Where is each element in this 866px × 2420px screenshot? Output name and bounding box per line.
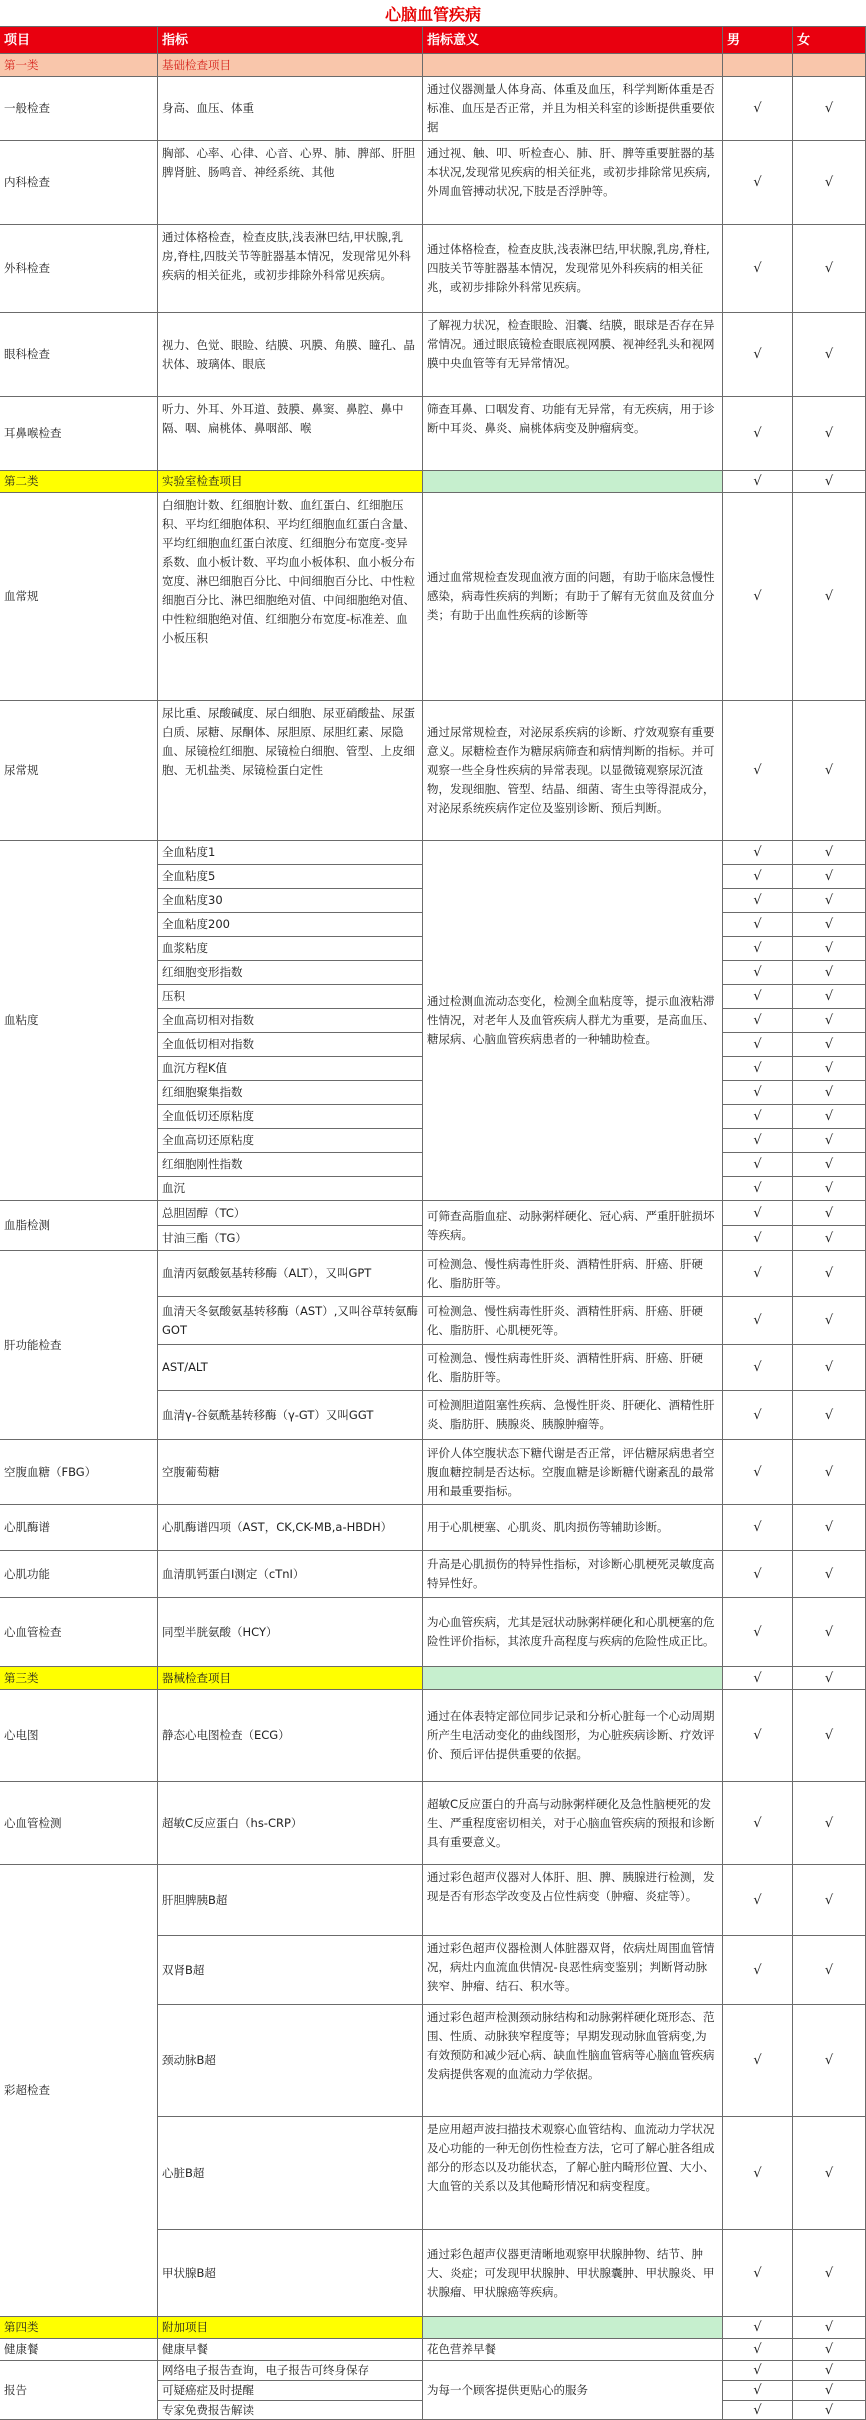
- check-mark: √: [723, 985, 793, 1009]
- table-cell: 心肌酶谱: [0, 1505, 158, 1551]
- check-mark: √: [723, 1201, 793, 1226]
- table-cell: 心肌酶谱四项（AST，CK,CK-MB,a-HBDH）: [158, 1505, 423, 1551]
- check-mark: √: [723, 2401, 793, 2420]
- table-cell: 全血高切还原粘度: [158, 1129, 423, 1153]
- table-cell: 通过视、触、叩、听检查心、肺、肝、脾等重要脏器的基本状况,发现常见疾病的相关征兆，或初步排除常见疾病,外周血管搏动状况,下肢是否浮肿等。: [423, 141, 723, 225]
- table-cell: 评价人体空腹状态下糖代谢是否正常，评估糖尿病患者空腹血糖控制是否达标。空腹血糖是诊断糖代谢紊乱的最常用和最重要指标。: [423, 1440, 723, 1505]
- check-mark: √: [793, 2339, 866, 2361]
- check-mark: √: [793, 841, 866, 865]
- table-cell: 超敏C反应蛋白的升高与动脉粥样硬化及急性脑梗死的发生、严重程度密切相关，对于心脑血管疾病的预报和诊断具有重要意义。: [423, 1782, 723, 1865]
- check-mark: √: [723, 493, 793, 701]
- table-cell: AST/ALT: [158, 1345, 423, 1391]
- check-mark: √: [793, 985, 866, 1009]
- check-mark: √: [723, 2381, 793, 2401]
- table-cell: 可检测胆道阻塞性疾病、急慢性肝炎、肝硬化、酒精性肝炎、脂肪肝、胰腺炎、胰腺肿瘤等。: [423, 1391, 723, 1440]
- table-cell: 视力、色觉、眼睑、结膜、巩膜、角膜、瞳孔、晶状体、玻璃体、眼底: [158, 313, 423, 397]
- table-cell: 血脂检测: [0, 1201, 158, 1251]
- check-mark: √: [793, 1391, 866, 1440]
- table-cell: 通过彩色超声检测颈动脉结构和动脉粥样硬化斑形态、范围、性质、动脉狭窄程度等；早期发现动脉血管病变,为有效预防和减少冠心病、缺血性脑血管病等心脑血管疾病发病提供客观的血流动力学依据。: [423, 2005, 723, 2117]
- check-mark: √: [793, 2230, 866, 2317]
- check-mark: √: [723, 1598, 793, 1667]
- table-cell: 通过仪器测量人体身高、体重及血压，科学判断体重是否标准、血压是否正常，并且为相关科室的诊断提供重要依据: [423, 77, 723, 141]
- check-mark: √: [793, 1936, 866, 2005]
- table-cell: 通过彩色超声仪器检测人体脏器双肾，依病灶周围血管情况，病灶内血流血供情况-良恶性病变鉴别；判断肾动脉狭窄、肿瘤、结石、积水等。: [423, 1936, 723, 2005]
- table-cell: 彩超检查: [0, 1865, 158, 2317]
- table-cell: 通过在体表特定部位同步记录和分析心脏每一个心动周期所产生电活动变化的曲线图形，为心脏疾病诊断、疗效评价、预后评估提供重要的依据。: [423, 1690, 723, 1782]
- table-cell: 健康早餐: [158, 2339, 423, 2361]
- category-cell: 基础检查项目: [158, 54, 423, 77]
- table-cell: 空腹葡萄糖: [158, 1440, 423, 1505]
- check-mark: √: [793, 1782, 866, 1865]
- table-cell: 血沉方程K值: [158, 1057, 423, 1081]
- check-mark: √: [793, 2005, 866, 2117]
- check-mark: √: [793, 1057, 866, 1081]
- table-cell: 内科检查: [0, 141, 158, 225]
- check-mark: √: [793, 1033, 866, 1057]
- check-mark: √: [723, 1936, 793, 2005]
- table-cell: 胸部、心率、心律、心音、心界、肺、脾部、肝胆脾肾脏、肠鸣音、神经系统、其他: [158, 141, 423, 225]
- table-cell: 眼科检查: [0, 313, 158, 397]
- table-cell: 通过彩色超声仪器对人体肝、胆、脾、胰腺进行检测，发现是否有形态学改变及占位性病变（肿瘤、炎症等）。: [423, 1865, 723, 1936]
- table-cell: 花色营养早餐: [423, 2339, 723, 2361]
- check-mark: √: [723, 225, 793, 313]
- check-mark: √: [723, 1690, 793, 1782]
- table-cell: 可疑癌症及时提醒: [158, 2381, 423, 2401]
- table-cell: 白细胞计数、红细胞计数、血红蛋白、红细胞压积、平均红细胞体积、平均红细胞血红蛋白含量、平均红细胞血红蛋白浓度、红细胞分布宽度-变异系数、血小板计数、平均血小板体积、血小板分布宽度、淋巴细胞百分比、中间细胞百分比、中性粒细胞百分比、淋巴细胞绝对值、中间细胞绝对值、中性粒细胞绝对值、红细胞分布宽度-标准差、血小板压积: [158, 493, 423, 701]
- table-cell: 静态心电图检查（ECG）: [158, 1690, 423, 1782]
- check-mark: √: [793, 471, 866, 493]
- category-cell: [423, 1667, 723, 1690]
- table-cell: 红细胞刚性指数: [158, 1153, 423, 1177]
- category-cell: [793, 54, 866, 77]
- check-mark: √: [723, 2230, 793, 2317]
- table-cell: 压积: [158, 985, 423, 1009]
- category-cell: 第二类: [0, 471, 158, 493]
- check-mark: √: [723, 2005, 793, 2117]
- check-mark: √: [793, 2117, 866, 2230]
- check-mark: √: [723, 1033, 793, 1057]
- table-cell: 全血低切相对指数: [158, 1033, 423, 1057]
- check-mark: √: [793, 2361, 866, 2381]
- table-cell: 尿比重、尿酸碱度、尿白细胞、尿亚硝酸盐、尿蛋白质、尿糖、尿酮体、尿胆原、尿胆红素、尿隐血、尿镜检红细胞、尿镜检白细胞、管型、上皮细胞、无机盐类、尿镜检蛋白定性: [158, 701, 423, 841]
- check-mark: √: [723, 889, 793, 913]
- header-item: 项目: [0, 27, 158, 54]
- check-mark: √: [793, 2317, 866, 2339]
- check-mark: √: [793, 1598, 866, 1667]
- header-meaning: 指标意义: [423, 27, 723, 54]
- check-mark: √: [723, 1391, 793, 1440]
- check-mark: √: [793, 1129, 866, 1153]
- category-cell: 第三类: [0, 1667, 158, 1690]
- table-cell: 外科检查: [0, 225, 158, 313]
- table-cell: 听力、外耳、外耳道、鼓膜、鼻窦、鼻腔、鼻中隔、咽、扁桃体、鼻咽部、喉: [158, 397, 423, 471]
- category-cell: [423, 54, 723, 77]
- table-cell: 耳鼻喉检查: [0, 397, 158, 471]
- table-cell: 为心血管疾病，尤其是冠状动脉粥样硬化和心肌梗塞的危险性评价指标，其浓度升高程度与疾病的危险性成正比。: [423, 1598, 723, 1667]
- table-cell: 可筛查高脂血症、动脉粥样硬化、冠心病、严重肝脏损坏等疾病。: [423, 1201, 723, 1251]
- table-cell: 尿常规: [0, 701, 158, 841]
- check-mark: √: [793, 225, 866, 313]
- category-cell: 实验室检查项目: [158, 471, 423, 493]
- check-mark: √: [723, 1081, 793, 1105]
- table-cell: 颈动脉B超: [158, 2005, 423, 2117]
- check-mark: √: [793, 1251, 866, 1297]
- check-mark: √: [793, 397, 866, 471]
- check-mark: √: [793, 913, 866, 937]
- category-cell: [423, 2317, 723, 2339]
- table-cell: 同型半胱氨酸（HCY）: [158, 1598, 423, 1667]
- check-mark: √: [723, 1226, 793, 1251]
- check-mark: √: [793, 1505, 866, 1551]
- check-mark: √: [723, 2339, 793, 2361]
- table-cell: 肝胆脾胰B超: [158, 1865, 423, 1936]
- table-cell: 报告: [0, 2361, 158, 2420]
- check-mark: √: [723, 313, 793, 397]
- table-cell: 超敏C反应蛋白（hs-CRP）: [158, 1782, 423, 1865]
- check-mark: √: [793, 1667, 866, 1690]
- category-cell: 附加项目: [158, 2317, 423, 2339]
- check-mark: √: [793, 1551, 866, 1598]
- table-cell: 了解视力状况，检查眼睑、泪囊、结膜，眼球是否存在异常情况。通过眼底镜检查眼底视网膜、视神经乳头和视网膜中央血管等有无异常情况。: [423, 313, 723, 397]
- check-mark: √: [793, 1297, 866, 1345]
- check-mark: √: [793, 1440, 866, 1505]
- table-cell: 通过尿常规检查，对泌尿系疾病的诊断、疗效观察有重要意义。尿糖检查作为糖尿病筛查和病情判断的指标。并可观察一些全身性疾病的异常表现。以显微镜观察尿沉渣物，发现细胞、管型、结晶、细菌、寄生虫等得混成分，对泌尿系统疾病作定位及鉴别诊断、预后判断。: [423, 701, 723, 841]
- table-cell: 血清肌钙蛋白I测定（cTnI）: [158, 1551, 423, 1598]
- check-mark: √: [723, 1009, 793, 1033]
- table-cell: 心脏B超: [158, 2117, 423, 2230]
- table-cell: 通过体格检查，检查皮肤,浅表淋巴结,甲状腺,乳房,脊柱,四肢关节等脏器基本情况，发现常见外科疾病的相关征兆，或初步排除外科常见疾病。: [158, 225, 423, 313]
- check-mark: √: [793, 2381, 866, 2401]
- check-mark: √: [723, 141, 793, 225]
- table-cell: 血粘度: [0, 841, 158, 1201]
- check-mark: √: [793, 1226, 866, 1251]
- table-cell: 是应用超声波扫描技术观察心血管结构、血流动力学状况及心功能的一种无创伤性检查方法，它可了解心脏各组成部分的形态以及功能状态，了解心脏内畸形位置、大小、大血管的关系以及其他畸形情况和病变程度。: [423, 2117, 723, 2230]
- table-cell: 心血管检查: [0, 1598, 158, 1667]
- check-mark: √: [793, 961, 866, 985]
- table-cell: 红细胞变形指数: [158, 961, 423, 985]
- table-cell: 血清γ-谷氨酰基转移酶（γ-GT）又叫GGT: [158, 1391, 423, 1440]
- table-cell: 心电图: [0, 1690, 158, 1782]
- table-cell: 一般检查: [0, 77, 158, 141]
- check-mark: √: [723, 1782, 793, 1865]
- check-mark: √: [723, 841, 793, 865]
- table-cell: 身高、血压、体重: [158, 77, 423, 141]
- check-mark: √: [793, 1865, 866, 1936]
- table-cell: 心肌功能: [0, 1551, 158, 1598]
- category-cell: [723, 54, 793, 77]
- check-mark: √: [793, 1105, 866, 1129]
- table-cell: 可检测急、慢性病毒性肝炎、酒精性肝病、肝癌、肝硬化、脂肪肝等。: [423, 1345, 723, 1391]
- header-male: 男: [723, 27, 793, 54]
- check-mark: √: [793, 1177, 866, 1201]
- category-cell: 第一类: [0, 54, 158, 77]
- table-cell: 血清天冬氨酸氨基转移酶（AST）,又叫谷草转氨酶GOT: [158, 1297, 423, 1345]
- check-mark: √: [723, 865, 793, 889]
- table-cell: 全血粘度200: [158, 913, 423, 937]
- table-cell: 甘油三酯（TG）: [158, 1226, 423, 1251]
- table-cell: 血常规: [0, 493, 158, 701]
- check-mark: √: [723, 1865, 793, 1936]
- check-mark: √: [723, 1057, 793, 1081]
- check-mark: √: [723, 1177, 793, 1201]
- check-mark: √: [793, 937, 866, 961]
- check-mark: √: [723, 2361, 793, 2381]
- table-cell: 升高是心肌损伤的特异性指标，对诊断心肌梗死灵敏度高特异性好。: [423, 1551, 723, 1598]
- table-cell: 用于心肌梗塞、心肌炎、肌肉损伤等辅助诊断。: [423, 1505, 723, 1551]
- table-cell: 可检测急、慢性病毒性肝炎、酒精性肝病、肝癌、肝硬化、脂肪肝、心肌梗死等。: [423, 1297, 723, 1345]
- check-mark: √: [723, 1667, 793, 1690]
- header-indicator: 指标: [158, 27, 423, 54]
- check-mark: √: [723, 961, 793, 985]
- check-mark: √: [793, 313, 866, 397]
- check-mark: √: [793, 1345, 866, 1391]
- check-mark: √: [723, 937, 793, 961]
- table-cell: 红细胞聚集指数: [158, 1081, 423, 1105]
- table-cell: 全血粘度1: [158, 841, 423, 865]
- table-cell: 肝功能检查: [0, 1251, 158, 1440]
- category-cell: 第四类: [0, 2317, 158, 2339]
- check-mark: √: [723, 1345, 793, 1391]
- table-cell: 网络电子报告查询，电子报告可终身保存: [158, 2361, 423, 2381]
- table-cell: 通过体格检查，检查皮肤,浅表淋巴结,甲状腺,乳房,脊柱,四肢关节等脏器基本情况，发现常见外科疾病的相关征兆，或初步排除外科常见疾病。: [423, 225, 723, 313]
- table-cell: 甲状腺B超: [158, 2230, 423, 2317]
- table-cell: 空腹血糖（FBG）: [0, 1440, 158, 1505]
- check-mark: √: [723, 1251, 793, 1297]
- table-cell: 通过检测血流动态变化，检测全血粘度等，提示血液粘滞性情况，对老年人及血管疾病人群尤为重要，是高血压、糖尿病、心脑血管疾病患者的一种辅助检查。: [423, 841, 723, 1201]
- check-mark: √: [723, 77, 793, 141]
- check-mark: √: [723, 1129, 793, 1153]
- table-cell: 为每一个顾客提供更贴心的服务: [423, 2361, 723, 2420]
- check-mark: √: [793, 1153, 866, 1177]
- check-mark: √: [793, 701, 866, 841]
- table-cell: 心血管检测: [0, 1782, 158, 1865]
- table-cell: 专家免费报告解读: [158, 2401, 423, 2420]
- table-cell: 可检测急、慢性病毒性肝炎、酒精性肝病、肝癌、肝硬化、脂肪肝等。: [423, 1251, 723, 1297]
- check-mark: √: [723, 1551, 793, 1598]
- check-mark: √: [793, 1081, 866, 1105]
- table-cell: 全血粘度5: [158, 865, 423, 889]
- table-cell: 全血低切还原粘度: [158, 1105, 423, 1129]
- header-female: 女: [793, 27, 866, 54]
- check-mark: √: [723, 913, 793, 937]
- category-cell: 器械检查项目: [158, 1667, 423, 1690]
- check-mark: √: [723, 701, 793, 841]
- check-mark: √: [723, 1153, 793, 1177]
- table-cell: 筛查耳鼻、口咽发育、功能有无异常，有无疾病，用于诊断中耳炎、鼻炎、扁桃体病变及肿瘤病变。: [423, 397, 723, 471]
- check-mark: √: [793, 493, 866, 701]
- check-mark: √: [793, 1201, 866, 1226]
- table-cell: 通过彩色超声仪器更清晰地观察甲状腺肿物、结节、肿大、炎症；可发现甲状腺肿、甲状腺囊肿、甲状腺炎、甲状腺瘤、甲状腺癌等疾病。: [423, 2230, 723, 2317]
- check-mark: √: [793, 1009, 866, 1033]
- check-mark: √: [793, 77, 866, 141]
- check-mark: √: [723, 1440, 793, 1505]
- table-cell: 血沉: [158, 1177, 423, 1201]
- category-cell: [423, 471, 723, 493]
- table-cell: 全血粘度30: [158, 889, 423, 913]
- check-mark: √: [723, 1105, 793, 1129]
- table-cell: 通过血常规检查发现血液方面的问题，有助于临床急慢性感染，病毒性疾病的判断；有助于了解有无贫血及贫血分类；有助于出血性疾病的诊断等: [423, 493, 723, 701]
- table-cell: 血浆粘度: [158, 937, 423, 961]
- table-cell: 全血高切相对指数: [158, 1009, 423, 1033]
- table-cell: 健康餐: [0, 2339, 158, 2361]
- check-mark: √: [793, 1690, 866, 1782]
- check-mark: √: [723, 1505, 793, 1551]
- check-mark: √: [793, 2401, 866, 2420]
- check-mark: √: [723, 2317, 793, 2339]
- check-mark: √: [723, 1297, 793, 1345]
- page-title: 心脑血管疾病: [0, 0, 866, 27]
- check-mark: √: [723, 2117, 793, 2230]
- check-mark: √: [793, 865, 866, 889]
- check-mark: √: [723, 397, 793, 471]
- table-cell: 血清丙氨酸氨基转移酶（ALT），又叫GPT: [158, 1251, 423, 1297]
- check-mark: √: [793, 141, 866, 225]
- check-mark: √: [723, 471, 793, 493]
- check-mark: √: [793, 889, 866, 913]
- table-cell: 双肾B超: [158, 1936, 423, 2005]
- table-cell: 总胆固醇（TC）: [158, 1201, 423, 1226]
